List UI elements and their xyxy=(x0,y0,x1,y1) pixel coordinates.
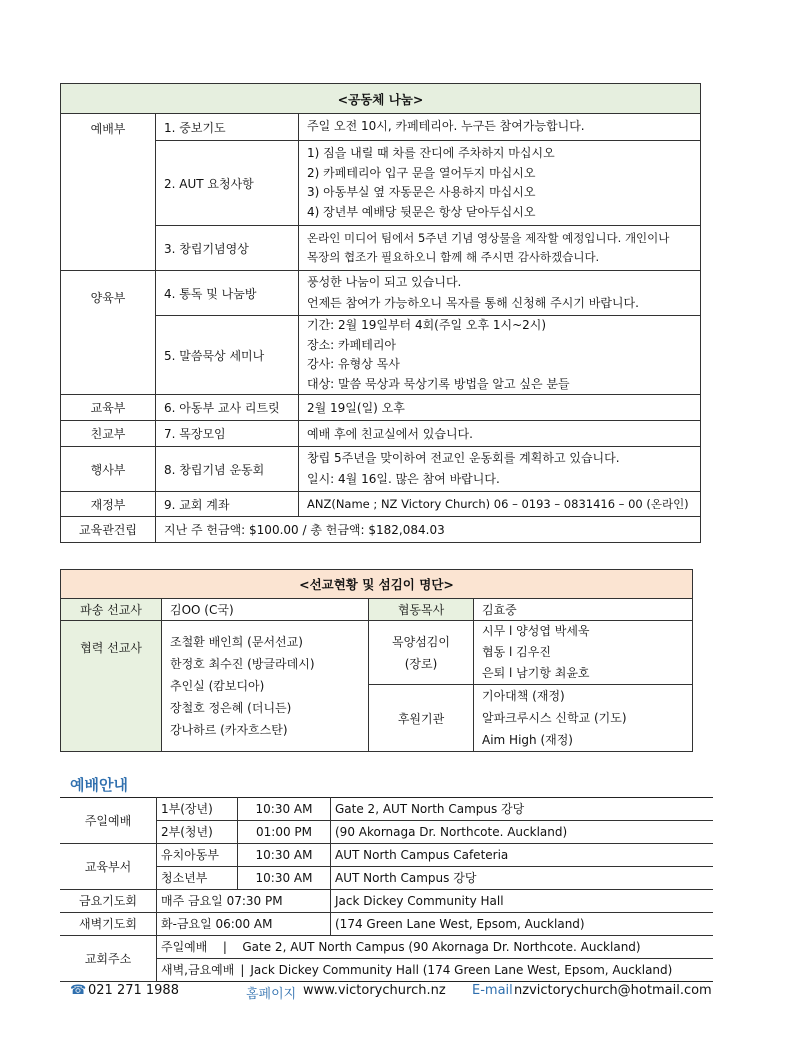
item-label: 2. AUT 요청사항 xyxy=(156,141,299,226)
phone-number: 021 271 1988 xyxy=(88,983,179,998)
service-time: 01:00 PM xyxy=(238,821,331,844)
service-place: AUT North Campus Cafeteria xyxy=(331,844,714,867)
mission-table xyxy=(60,569,693,752)
email-label: E-mail xyxy=(472,983,513,998)
item-content: 예배 후에 친교실에서 있습니다. xyxy=(299,421,701,447)
homepage-label: 홈페이지 xyxy=(246,987,297,1002)
partner-missionary-label: 협력 선교사 xyxy=(61,621,162,752)
address-line: 주일예배 | Gate 2, AUT North Campus (90 Akornaga Dr. Northcote. Auckland) xyxy=(157,936,714,959)
service-time: 10:30 AM xyxy=(238,867,331,890)
worship-title: 예배안내 xyxy=(70,776,128,794)
item-label: 7. 목장모임 xyxy=(156,421,299,447)
mission-title: <선교현황 및 섬김이 명단> xyxy=(61,570,693,599)
sunday-label: 주일예배 xyxy=(60,798,157,844)
dept-label: 친교부 xyxy=(61,421,156,447)
sent-missionary-label: 파송 선교사 xyxy=(61,599,162,621)
associate-pastor-value: 김효중 xyxy=(474,599,693,621)
address-line: 새벽,금요예배 | Jack Dickey Community Hall (174 Green Lane West, Epsom, Auckland) xyxy=(157,959,714,982)
service-place: Gate 2, AUT North Campus 강당 xyxy=(331,798,714,821)
service-name: 유치아동부 xyxy=(157,844,238,867)
sent-missionary-value: 김OO (C국) xyxy=(162,599,369,621)
worship-table xyxy=(60,797,713,982)
service-time: 10:30 AM xyxy=(238,844,331,867)
community-title: <공동체 나눔> xyxy=(61,84,701,114)
address-label: 교회주소 xyxy=(60,936,157,982)
item-label: 8. 창립기념 운동회 xyxy=(156,447,299,492)
education-label: 교육부서 xyxy=(60,844,157,890)
list-item: 한정호 최수진 (방글라데시) xyxy=(170,657,315,671)
item-label: 1. 중보기도 xyxy=(156,114,299,141)
service-place: (174 Green Lane West, Epsom, Auckland) xyxy=(331,913,714,936)
item-content: 풍성한 나눔이 되고 있습니다. 언제든 참여가 가능하오니 목자를 통해 신청해 주시기 바랍니다. xyxy=(299,271,701,316)
service-place: AUT North Campus 강당 xyxy=(331,867,714,890)
dawn-label: 새벽기도회 xyxy=(60,913,157,936)
service-name: 청소년부 xyxy=(157,867,238,890)
homepage-link[interactable]: www.victorychurch.nz xyxy=(303,983,446,998)
item-content: 1) 짐을 내릴 때 차를 잔디에 주차하지 마십시오 2) 카페테리아 입구 문을 열어두지 마십시오 3) 아동부실 옆 자동문은 사용하지 마십시오 4) 장년부 예배당 뒷문은 항상 닫아두십시오 xyxy=(299,141,701,226)
service-time: 매주 금요일 07:30 PM xyxy=(157,890,331,913)
list-item: 장철호 정은혜 (더니든) xyxy=(170,701,292,715)
dept-label: 행사부 xyxy=(61,447,156,492)
service-place: Jack Dickey Community Hall xyxy=(331,890,714,913)
associate-pastor-label: 협동목사 xyxy=(369,599,474,621)
service-time: 10:30 AM xyxy=(238,798,331,821)
list-item: Aim High (재정) xyxy=(482,733,573,747)
friday-label: 금요기도회 xyxy=(60,890,157,913)
item-label: 6. 아동부 교사 리트릿 xyxy=(156,395,299,421)
dept-label: 양육부 xyxy=(61,271,156,395)
building-content: 지난 주 헌금액: $100.00 / 총 헌금액: $182,084.03 xyxy=(156,517,701,543)
list-item: 알파크루시스 신학교 (기도) xyxy=(482,711,627,725)
list-item: 협동 l 김우진 xyxy=(482,645,551,659)
elder-label: 목양섬김이 (장로) xyxy=(369,621,474,685)
building-label: 교육관건립 xyxy=(61,517,156,543)
service-place: (90 Akornaga Dr. Northcote. Auckland) xyxy=(331,821,714,844)
item-content: 2월 19일(일) 오후 xyxy=(299,395,701,421)
list-item: 조철환 배인희 (문서선교) xyxy=(170,635,303,649)
list-item: 추인실 (캄보디아) xyxy=(170,679,265,693)
support-org-list xyxy=(474,685,693,752)
service-name: 1부(장년) xyxy=(157,798,238,821)
dept-label: 교육부 xyxy=(61,395,156,421)
item-content: 기간: 2월 19일부터 4회(주일 오후 1시~2시) 장소: 카페테리아 강사: 유형상 목사 대상: 말씀 묵상과 묵상기록 방법을 알고 싶은 분들 xyxy=(299,316,701,395)
list-item: 은퇴 l 남기항 최윤호 xyxy=(482,666,590,680)
partner-missionary-list xyxy=(162,621,369,752)
item-content: 주일 오전 10시, 카페테리아. 누구든 참여가능합니다. xyxy=(299,114,701,141)
item-content: 창립 5주년을 맞이하여 전교인 운동회를 계획하고 있습니다. 일시: 4월 16일. 많은 참여 바랍니다. xyxy=(299,447,701,492)
support-org-label: 후원기관 xyxy=(369,685,474,752)
dept-label: 재정부 xyxy=(61,492,156,517)
list-item: 기아대책 (재정) xyxy=(482,689,565,703)
item-content: 온라인 미디어 팀에서 5주년 기념 영상물을 제작할 예정입니다. 개인이나 목장의 협조가 필요하오니 함께 해 주시면 감사하겠습니다. xyxy=(299,226,701,271)
phone-icon: ☎ xyxy=(70,983,87,998)
email-link[interactable]: nzvictorychurch@hotmail.com xyxy=(514,983,712,998)
item-label: 5. 말씀묵상 세미나 xyxy=(156,316,299,395)
community-table xyxy=(60,83,701,543)
list-item: 강나하르 (카자흐스탄) xyxy=(170,723,288,737)
item-label: 4. 통독 및 나눔방 xyxy=(156,271,299,316)
service-name: 2부(청년) xyxy=(157,821,238,844)
item-label: 3. 창립기념영상 xyxy=(156,226,299,271)
service-time: 화-금요일 06:00 AM xyxy=(157,913,331,936)
item-content: ANZ(Name ; NZ Victory Church) 06 – 0193 – 0831416 – 00 (온라인) xyxy=(299,492,701,517)
item-label: 9. 교회 계좌 xyxy=(156,492,299,517)
list-item: 시무 l 양성엽 박세욱 xyxy=(482,624,590,638)
dept-label: 예배부 xyxy=(61,114,156,271)
elder-list xyxy=(474,621,693,685)
